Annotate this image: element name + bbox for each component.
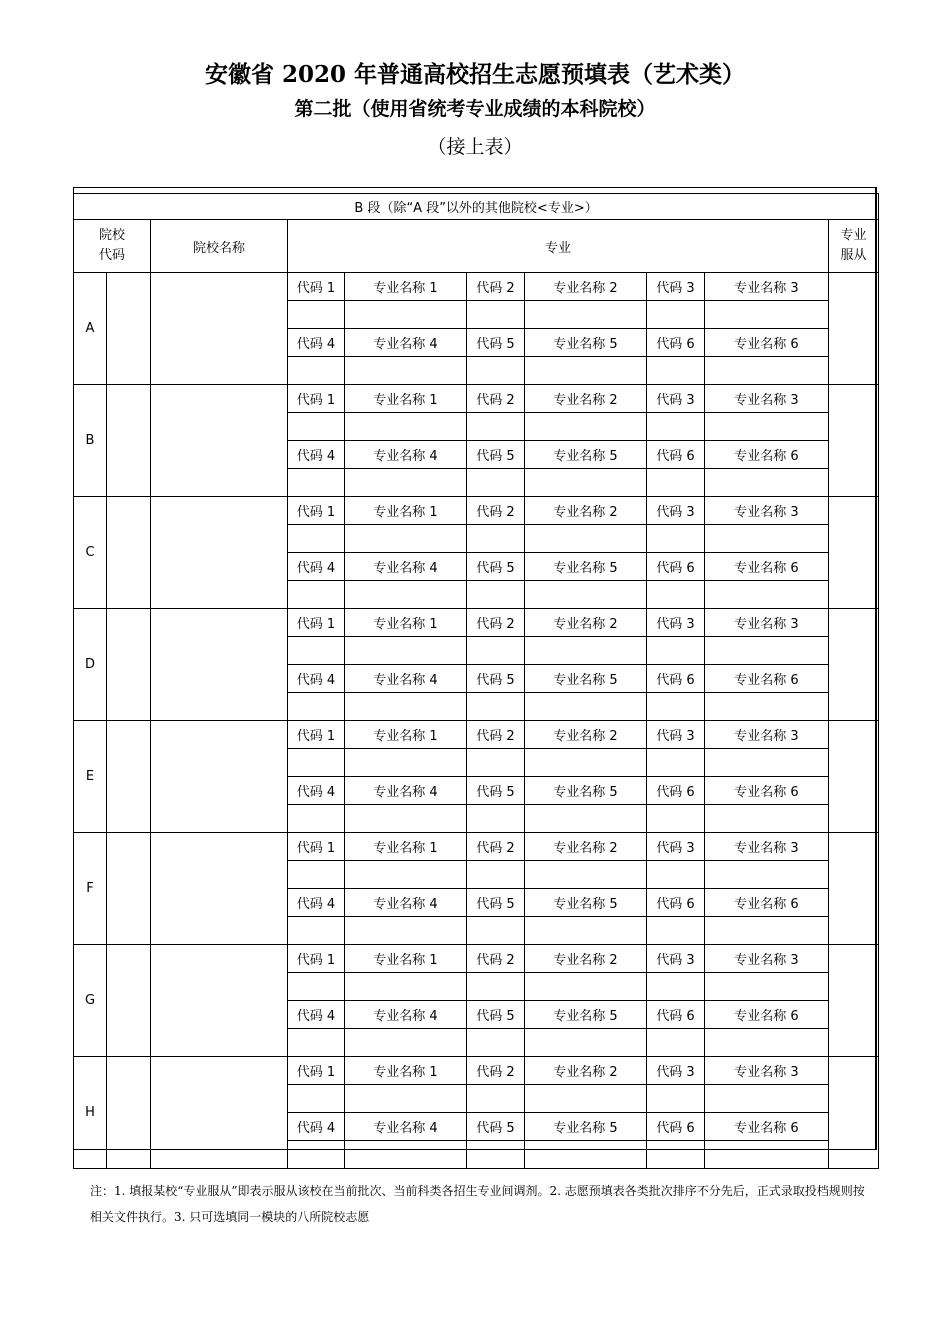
major-code-input[interactable] [647,1085,705,1113]
row-label: G [74,945,107,1057]
major-code-input[interactable] [647,357,705,385]
school-code-cell[interactable] [107,497,151,609]
major-obey-cell[interactable] [829,721,879,833]
major-name-label: 专业名称 6 [705,553,829,581]
major-name-input[interactable] [705,413,829,441]
major-code-input[interactable] [467,1141,525,1169]
major-code-label: 代码 1 [288,609,345,637]
major-code-input[interactable] [288,413,345,441]
major-name-label: 专业名称 5 [525,1113,647,1141]
major-name-label: 专业名称 3 [705,273,829,301]
major-name-label: 专业名称 2 [525,273,647,301]
header-major-obey: 专业 服从 [829,220,879,273]
major-name-label: 专业名称 4 [345,441,467,469]
major-name-input[interactable] [705,357,829,385]
major-name-input[interactable] [345,581,467,609]
major-code-label: 代码 3 [647,945,705,973]
major-code-label: 代码 6 [647,889,705,917]
major-name-input[interactable] [705,1029,829,1057]
major-name-input[interactable] [345,1085,467,1113]
major-code-input[interactable] [288,749,345,777]
major-code-label: 代码 3 [647,833,705,861]
major-name-label: 专业名称 6 [705,329,829,357]
major-code-label: 代码 5 [467,665,525,693]
major-name-input[interactable] [705,917,829,945]
major-name-input[interactable] [705,1085,829,1113]
footnote: 注：1. 填报某校“专业服从”即表示服从该校在当前批次、当前科类各招生专业间调剂。2. 志愿预填表各类批次排序不分先后，正式录取投档规则按相关文件执行。3. 只可选填同一模块的八所院校志愿 [90,1184,865,1224]
major-name-label: 专业名称 3 [705,833,829,861]
major-code-label: 代码 1 [288,497,345,525]
major-name-input[interactable] [345,1029,467,1057]
major-code-input[interactable] [647,413,705,441]
major-code-input[interactable] [288,917,345,945]
major-name-input[interactable] [345,357,467,385]
major-code-input[interactable] [647,581,705,609]
row-label: H [74,1057,107,1169]
major-name-label: 专业名称 6 [705,441,829,469]
major-name-input[interactable] [525,917,647,945]
major-code-label: 代码 6 [647,1113,705,1141]
major-code-label: 代码 1 [288,721,345,749]
major-name-input[interactable] [345,301,467,329]
major-name-input[interactable] [705,861,829,889]
major-code-input[interactable] [647,693,705,721]
school-code-cell[interactable] [107,945,151,1057]
major-code-label: 代码 4 [288,441,345,469]
major-code-input[interactable] [467,413,525,441]
major-code-input[interactable] [467,469,525,497]
major-name-input[interactable] [705,637,829,665]
major-name-label: 专业名称 5 [525,777,647,805]
major-code-label: 代码 2 [467,721,525,749]
major-name-input[interactable] [705,581,829,609]
row-label: B [74,385,107,497]
major-name-label: 专业名称 5 [525,329,647,357]
school-code-cell[interactable] [107,721,151,833]
table-row [74,1057,879,1085]
major-code-label: 代码 5 [467,1113,525,1141]
major-name-input[interactable] [525,357,647,385]
major-code-label: 代码 4 [288,889,345,917]
school-name-cell[interactable] [151,945,288,1057]
major-name-label: 专业名称 2 [525,497,647,525]
header-school-name: 院校名称 [151,220,288,273]
major-code-input[interactable] [647,1029,705,1057]
major-code-input[interactable] [467,693,525,721]
table-row [74,497,879,525]
major-name-label: 专业名称 1 [345,1057,467,1085]
major-obey-cell[interactable] [829,1057,879,1169]
major-code-label: 代码 3 [647,273,705,301]
major-code-label: 代码 4 [288,329,345,357]
major-code-input[interactable] [467,357,525,385]
major-name-label: 专业名称 1 [345,497,467,525]
major-code-label: 代码 5 [467,441,525,469]
major-code-input[interactable] [647,525,705,553]
school-code-cell[interactable] [107,273,151,385]
major-code-label: 代码 6 [647,553,705,581]
major-code-input[interactable] [288,1029,345,1057]
table-row [74,385,879,413]
major-code-input[interactable] [647,469,705,497]
major-name-input[interactable] [705,525,829,553]
major-code-input[interactable] [467,749,525,777]
major-obey-cell[interactable] [829,385,879,497]
major-name-label: 专业名称 1 [345,721,467,749]
major-code-input[interactable] [288,637,345,665]
major-name-label: 专业名称 2 [525,833,647,861]
major-code-input[interactable] [467,301,525,329]
major-name-label: 专业名称 6 [705,889,829,917]
major-name-label: 专业名称 5 [525,889,647,917]
major-name-label: 专业名称 2 [525,1057,647,1085]
major-name-label: 专业名称 4 [345,665,467,693]
major-code-label: 代码 4 [288,1001,345,1029]
major-name-input[interactable] [525,749,647,777]
major-name-label: 专业名称 1 [345,385,467,413]
major-name-input[interactable] [705,1141,829,1169]
major-name-input[interactable] [525,973,647,1001]
major-code-input[interactable] [288,861,345,889]
major-name-label: 专业名称 5 [525,1001,647,1029]
major-code-label: 代码 4 [288,665,345,693]
major-code-label: 代码 5 [467,553,525,581]
table-row [74,945,879,973]
major-code-input[interactable] [288,469,345,497]
school-code-cell[interactable] [107,385,151,497]
school-name-cell[interactable] [151,609,288,721]
major-name-input[interactable] [345,861,467,889]
major-code-input[interactable] [467,581,525,609]
major-name-label: 专业名称 6 [705,665,829,693]
major-name-label: 专业名称 2 [525,609,647,637]
table-row [74,833,879,861]
major-code-label: 代码 6 [647,665,705,693]
major-name-input[interactable] [705,749,829,777]
table-row [74,273,879,301]
major-name-label: 专业名称 1 [345,833,467,861]
major-code-label: 代码 2 [467,273,525,301]
major-name-input[interactable] [345,637,467,665]
major-name-input[interactable] [525,1141,647,1169]
major-code-input[interactable] [647,637,705,665]
major-name-input[interactable] [525,861,647,889]
major-code-label: 代码 5 [467,777,525,805]
major-name-input[interactable] [525,581,647,609]
major-code-input[interactable] [647,861,705,889]
major-name-label: 专业名称 3 [705,609,829,637]
major-code-label: 代码 1 [288,945,345,973]
major-name-label: 专业名称 6 [705,1001,829,1029]
major-code-input[interactable] [467,525,525,553]
major-name-input[interactable] [525,469,647,497]
major-code-input[interactable] [288,581,345,609]
major-obey-cell[interactable] [829,273,879,385]
major-name-input[interactable] [525,525,647,553]
major-name-input[interactable] [345,413,467,441]
major-code-label: 代码 2 [467,945,525,973]
header-school-code: 院校 代码 [74,220,151,273]
major-code-input[interactable] [288,1141,345,1169]
major-code-label: 代码 6 [647,1001,705,1029]
major-code-label: 代码 4 [288,553,345,581]
major-code-label: 代码 3 [647,721,705,749]
major-name-label: 专业名称 1 [345,609,467,637]
school-name-cell[interactable] [151,497,288,609]
major-name-label: 专业名称 4 [345,1001,467,1029]
major-code-input[interactable] [467,1085,525,1113]
major-code-input[interactable] [288,301,345,329]
major-name-label: 专业名称 4 [345,1113,467,1141]
major-name-input[interactable] [345,469,467,497]
major-name-label: 专业名称 5 [525,553,647,581]
major-obey-cell[interactable] [829,945,879,1057]
major-code-input[interactable] [647,917,705,945]
major-name-input[interactable] [345,749,467,777]
section-b-label: B 段（除“A 段”以外的其他院校<专业>） [74,194,879,220]
major-name-input[interactable] [525,693,647,721]
major-code-input[interactable] [288,357,345,385]
major-code-label: 代码 4 [288,777,345,805]
major-code-input[interactable] [467,861,525,889]
major-name-label: 专业名称 3 [705,721,829,749]
row-label: F [74,833,107,945]
major-code-input[interactable] [288,1085,345,1113]
major-name-input[interactable] [525,413,647,441]
row-label: E [74,721,107,833]
major-code-label: 代码 1 [288,273,345,301]
major-code-input[interactable] [647,1141,705,1169]
major-code-input[interactable] [288,525,345,553]
major-code-input[interactable] [467,917,525,945]
major-name-input[interactable] [345,973,467,1001]
row-label: C [74,497,107,609]
major-name-input[interactable] [525,637,647,665]
major-code-label: 代码 6 [647,329,705,357]
school-code-cell[interactable] [107,609,151,721]
major-name-label: 专业名称 4 [345,329,467,357]
school-name-cell[interactable] [151,721,288,833]
major-name-input[interactable] [345,1141,467,1169]
major-name-label: 专业名称 1 [345,273,467,301]
major-code-label: 代码 2 [467,1057,525,1085]
row-label: D [74,609,107,721]
major-name-input[interactable] [345,693,467,721]
major-code-input[interactable] [647,973,705,1001]
major-code-input[interactable] [288,973,345,1001]
table-row [74,721,879,749]
major-code-input[interactable] [647,749,705,777]
major-name-input[interactable] [345,917,467,945]
school-name-cell[interactable] [151,1057,288,1169]
major-name-input[interactable] [525,1029,647,1057]
school-name-cell[interactable] [151,385,288,497]
major-name-label: 专业名称 4 [345,777,467,805]
major-name-label: 专业名称 4 [345,889,467,917]
major-code-label: 代码 2 [467,609,525,637]
school-code-cell[interactable] [107,833,151,945]
major-name-input[interactable] [345,525,467,553]
major-name-label: 专业名称 3 [705,497,829,525]
major-code-label: 代码 5 [467,329,525,357]
form-subtitle: 第二批（使用省统考专业成绩的本科院校） [294,98,656,120]
major-name-label: 专业名称 5 [525,665,647,693]
major-name-label: 专业名称 5 [525,441,647,469]
major-obey-cell[interactable] [829,609,879,721]
major-code-label: 代码 2 [467,833,525,861]
major-name-label: 专业名称 3 [705,945,829,973]
school-name-cell[interactable] [151,833,288,945]
major-code-input[interactable] [647,805,705,833]
major-name-input[interactable] [525,1085,647,1113]
major-code-label: 代码 3 [647,385,705,413]
major-code-label: 代码 3 [647,1057,705,1085]
major-name-label: 专业名称 3 [705,1057,829,1085]
major-name-input[interactable] [345,805,467,833]
major-code-label: 代码 2 [467,385,525,413]
major-name-input[interactable] [705,805,829,833]
major-code-input[interactable] [467,637,525,665]
major-code-label: 代码 3 [647,609,705,637]
major-obey-cell[interactable] [829,833,879,945]
school-name-cell[interactable] [151,273,288,385]
major-name-label: 专业名称 2 [525,385,647,413]
major-code-label: 代码 5 [467,889,525,917]
continued-label: （接上表） [427,136,523,158]
major-name-label: 专业名称 1 [345,945,467,973]
major-code-label: 代码 4 [288,1113,345,1141]
school-code-cell[interactable] [107,1057,151,1169]
major-name-label: 专业名称 4 [345,553,467,581]
major-code-input[interactable] [467,805,525,833]
major-code-label: 代码 3 [647,497,705,525]
header-major: 专业 [288,220,829,273]
major-code-input[interactable] [288,693,345,721]
major-name-label: 专业名称 6 [705,777,829,805]
major-name-label: 专业名称 3 [705,385,829,413]
row-label: A [74,273,107,385]
major-code-label: 代码 6 [647,777,705,805]
major-name-input[interactable] [705,301,829,329]
major-name-input[interactable] [525,805,647,833]
form-title: 安徽省 2020 年普通高校招生志愿预填表（艺术类） [204,61,746,88]
major-name-input[interactable] [705,693,829,721]
major-code-input[interactable] [467,973,525,1001]
major-code-label: 代码 1 [288,385,345,413]
major-name-label: 专业名称 2 [525,721,647,749]
major-code-input[interactable] [467,1029,525,1057]
major-name-input[interactable] [705,469,829,497]
preference-table [73,193,879,1169]
major-name-input[interactable] [525,301,647,329]
major-obey-cell[interactable] [829,497,879,609]
major-name-input[interactable] [705,973,829,1001]
major-code-label: 代码 5 [467,1001,525,1029]
table-row [74,609,879,637]
major-code-label: 代码 6 [647,441,705,469]
major-code-label: 代码 2 [467,497,525,525]
major-code-input[interactable] [647,301,705,329]
major-name-label: 专业名称 2 [525,945,647,973]
major-code-label: 代码 1 [288,1057,345,1085]
major-name-label: 专业名称 6 [705,1113,829,1141]
major-code-input[interactable] [288,805,345,833]
major-code-label: 代码 1 [288,833,345,861]
